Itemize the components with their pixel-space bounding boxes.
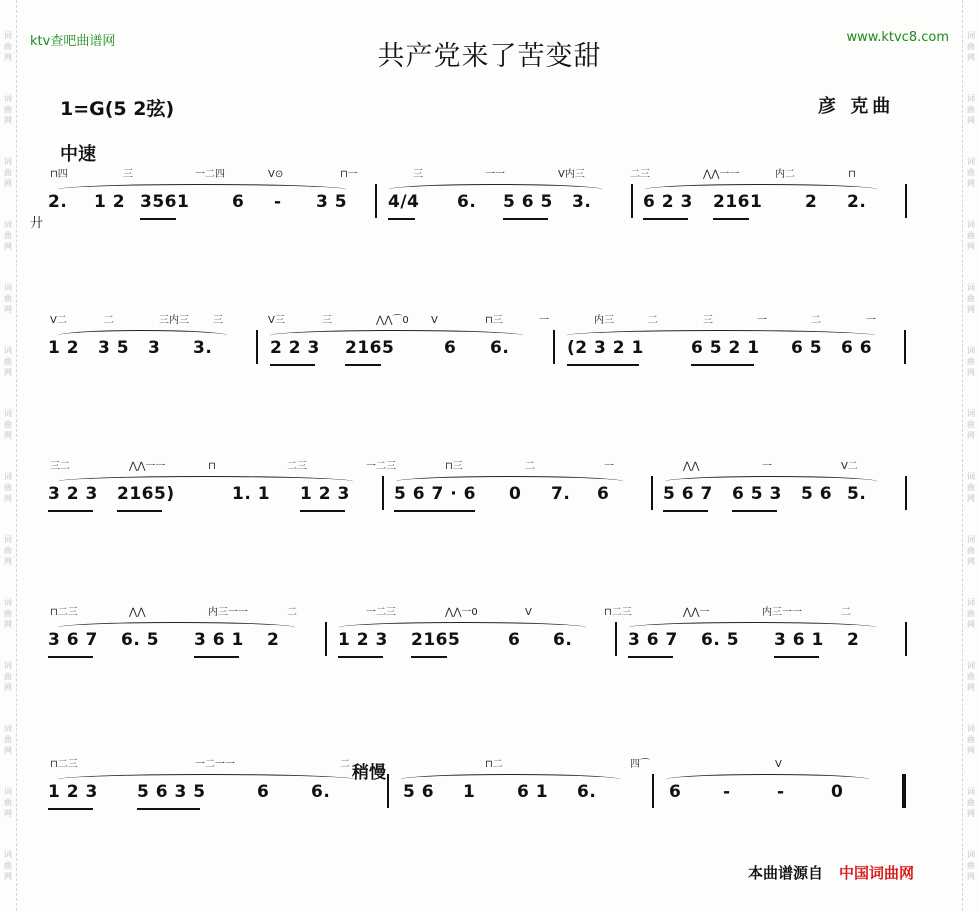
beam-underline [300,510,345,512]
watermark-glyph: 词 [4,94,12,103]
watermark-glyph: 曲 [4,546,12,555]
watermark-glyph: 网 [967,368,975,377]
note-group: 6 [508,630,521,650]
fingering-mark: ⋀⋀一 [683,607,710,618]
fingering-mark: 内二 [775,169,795,180]
watermark-glyph: 词 [967,535,975,544]
beam-underline [48,808,93,810]
fingering-mark: 一二四 [195,169,225,180]
watermark-glyph: 词 [967,157,975,166]
watermark-glyph: 词 [4,220,12,229]
watermark-glyph: 曲 [967,483,975,492]
fingering-mark: 二 [648,315,658,326]
note-group: 1 2 3 [338,630,388,650]
note-group: 5 6 7 [663,484,713,504]
beam-underline [643,218,688,220]
watermark-glyph: 网 [967,53,975,62]
footer-brand-link[interactable]: 中国词曲网 [839,864,915,882]
notation-line [44,782,934,808]
watermark-glyph: 曲 [967,357,975,366]
note-group: 2161 [713,192,763,212]
note-group: 3 6 1 [194,630,244,650]
note-group: 6 5 3 [732,484,782,504]
fingering-mark: 二 [340,759,350,770]
watermark-glyph: 词 [967,94,975,103]
watermark-glyph: 曲 [967,294,975,303]
note-group: 5. [847,484,867,504]
fingering-mark: 二三 [630,169,650,180]
watermark-glyph: 曲 [967,609,975,618]
fingering-mark: ⋀⋀一一 [703,169,740,180]
note-group: (2 3 2 1 [567,338,644,358]
fingering-mark: 内三 [594,315,614,326]
watermark-glyph: 曲 [4,798,12,807]
note-group: 6 [597,484,610,504]
fingering-mark: ⊓ [208,461,216,472]
beam-underline [628,656,673,658]
watermark-glyph: 曲 [967,105,975,114]
fingering-mark: V二 [841,461,858,472]
fingering-mark: ⋀⋀⌒0 [376,315,409,326]
note-group: 3 5 [316,192,348,212]
watermark-glyph: 词 [4,283,12,292]
note-group: 6 [444,338,457,358]
note-group: 2165 [411,630,461,650]
watermark-glyph: 网 [4,557,12,566]
fingering-mark: 三 [123,169,133,180]
fingering-mark: 内三一一 [208,607,248,618]
watermark-glyph: 网 [4,494,12,503]
fingering-mark: V [525,607,532,618]
watermark-glyph: 曲 [967,861,975,870]
fingering-mark: V⊙ [268,169,284,180]
fingering-mark: 二 [104,315,114,326]
watermark-glyph: 曲 [4,105,12,114]
watermark-glyph: 词 [967,787,975,796]
watermark-column-right [962,0,979,911]
note-group: 2. [48,192,68,212]
watermark-glyph: 网 [967,431,975,440]
watermark-glyph: 曲 [4,672,12,681]
beam-underline [48,510,93,512]
note-group: 6 5 [791,338,823,358]
score-system-3 [44,462,934,522]
note-group: 6. [457,192,477,212]
watermark-glyph: 网 [967,620,975,629]
beam-underline [774,656,819,658]
watermark-glyph: 网 [4,179,12,188]
fingering-mark: 一 [757,315,767,326]
fingering-mark: 三 [322,315,332,326]
note-group: 6 6 [841,338,873,358]
note-group: 3 [148,338,161,358]
key-signature: 1=G(5 2弦) [60,98,175,120]
fingering-mark: V [431,315,438,326]
note-group: 2 [267,630,280,650]
note-group: 3 2 3 [48,484,98,504]
fingering-mark: ⋀⋀一一 [129,461,166,472]
watermark-glyph: 词 [4,472,12,481]
beam-underline [345,364,381,366]
watermark-glyph: 网 [4,53,12,62]
note-group: 3. [193,338,213,358]
beam-underline [567,364,639,366]
beam-underline [732,510,777,512]
note-group: 2 [805,192,818,212]
score-system-1 [44,170,934,230]
watermark-glyph: 网 [4,116,12,125]
fingering-mark: 一二三 [366,607,396,618]
watermark-glyph: 网 [4,872,12,881]
note-group: 6. [577,782,597,802]
note-group: 5 6 3 5 [137,782,206,802]
fingering-mark: 三 [703,315,713,326]
watermark-glyph: 网 [4,431,12,440]
fingering-mark: V三 [268,315,285,326]
fingering-mark: V内三 [558,169,585,180]
notation-line [44,338,934,364]
note-group: 6. [553,630,573,650]
watermark-glyph: 词 [967,283,975,292]
watermark-glyph: 曲 [4,420,12,429]
watermark-glyph: 网 [4,746,12,755]
notation-line [44,484,934,510]
fingering-mark: 二 [841,607,851,618]
watermark-glyph: 词 [967,850,975,859]
fingering-mark: 三内三 [159,315,189,326]
fingering-mark: 一 [866,315,876,326]
note-group: 6 [232,192,245,212]
watermark-glyph: 曲 [4,231,12,240]
notation-line [44,630,934,656]
fingering-mark: ⋀⋀一0 [445,607,478,618]
note-group: 1 2 3 [300,484,350,504]
watermark-glyph: 曲 [4,483,12,492]
note-group: 1 2 3 [48,782,98,802]
footer-source [748,862,914,883]
fingering-mark: ⊓三 [485,315,503,326]
fingering-mark: ⊓四 [50,169,68,180]
fingering-mark: 一 [539,315,549,326]
beam-underline [691,364,754,366]
watermark-glyph: 网 [967,242,975,251]
note-group: 0 [509,484,522,504]
watermark-glyph: 词 [967,724,975,733]
watermark-glyph: 曲 [967,168,975,177]
watermark-glyph: 词 [967,598,975,607]
beam-underline [503,218,548,220]
watermark-glyph: 词 [4,850,12,859]
notation-line [44,192,934,218]
beam-underline [137,808,200,810]
beam-underline [270,364,315,366]
watermark-glyph: 曲 [967,231,975,240]
beam-underline [117,510,162,512]
watermark-glyph: 词 [4,346,12,355]
note-group: 5 6 [801,484,833,504]
note-group: 2 [847,630,860,650]
note-group: 6 5 2 1 [691,338,760,358]
fingering-mark: V二 [50,315,67,326]
footer-source-text: 本曲谱源自 [748,864,824,882]
note-group: 5 6 5 [503,192,553,212]
fingering-mark: 二 [525,461,535,472]
beam-underline [194,656,239,658]
note-group: 6 2 3 [643,192,693,212]
note-group: 6 [257,782,270,802]
watermark-glyph: 曲 [4,294,12,303]
site-name-left[interactable]: ktv查吧曲谱网 [30,34,116,49]
fingering-mark: ⊓一 [340,169,358,180]
note-group: 3 6 7 [48,630,98,650]
fingering-mark: 二三 [287,461,307,472]
note-group: 3. [572,192,592,212]
fingering-mark: ⋀⋀ [129,607,146,618]
fingering-mark: 三 [213,315,223,326]
fingering-mark: ⊓二三 [50,759,78,770]
watermark-glyph: 网 [4,242,12,251]
watermark-glyph: 词 [967,472,975,481]
note-group: 2 2 3 [270,338,320,358]
watermark-glyph: 网 [4,620,12,629]
fingering-mark: ⊓二 [485,759,503,770]
note-group: 6. [311,782,331,802]
watermark-glyph: 网 [4,809,12,818]
tempo-change-marking: 稍慢 [352,763,386,783]
score-system-5 [44,760,934,820]
note-group: 6 1 [517,782,549,802]
watermark-glyph: 曲 [967,546,975,555]
note-group: 3561 [140,192,190,212]
watermark-glyph: 网 [967,746,975,755]
watermark-glyph: 网 [4,368,12,377]
fingering-mark: 三 [413,169,423,180]
watermark-glyph: 网 [4,683,12,692]
watermark-glyph: 网 [967,179,975,188]
note-group: 5 6 [403,782,435,802]
fingering-mark: 四⌒ [630,759,650,770]
note-group: 1 [463,782,476,802]
fingering-mark: ⊓ [848,169,856,180]
tempo-marking: 中速 [60,144,96,165]
watermark-glyph: 词 [967,346,975,355]
fingering-mark: 一一 [485,169,505,180]
song-title: 共产党来了苦变甜 [377,41,602,72]
watermark-glyph: 词 [967,220,975,229]
note-group: 6. 5 [121,630,160,650]
fingering-mark: ⊓三 [445,461,463,472]
note-group: 6. [490,338,510,358]
watermark-glyph: 网 [967,305,975,314]
watermark-glyph: 曲 [967,420,975,429]
watermark-glyph: 曲 [4,735,12,744]
watermark-glyph: 词 [4,31,12,40]
watermark-column-left [0,0,17,911]
beam-underline [388,218,415,220]
watermark-glyph: 曲 [967,672,975,681]
fingering-mark: V [775,759,782,770]
watermark-glyph: 词 [967,409,975,418]
watermark-glyph: 曲 [4,42,12,51]
watermark-glyph: 网 [967,872,975,881]
beam-underline [394,510,475,512]
watermark-glyph: 词 [4,598,12,607]
note-group: 0 [831,782,844,802]
score-system-4 [44,608,934,668]
score-system-2 [44,316,934,376]
beam-underline [663,510,708,512]
beam-underline [713,218,749,220]
watermark-glyph: 网 [4,305,12,314]
watermark-glyph: 词 [4,157,12,166]
fingering-mark: ⊓二三 [50,607,78,618]
watermark-glyph: 网 [967,683,975,692]
watermark-glyph: 网 [967,557,975,566]
fingering-mark: 内三一一 [762,607,802,618]
fingering-mark: ⊓二三 [604,607,632,618]
note-group: 7. [551,484,571,504]
watermark-glyph: 词 [4,661,12,670]
watermark-glyph: 词 [4,535,12,544]
beam-underline [338,656,383,658]
note-group: 2. [847,192,867,212]
note-group: 1. 1 [232,484,271,504]
note-group: 1 2 [94,192,126,212]
fingering-mark: 二 [287,607,297,618]
note-group: 3 6 7 [628,630,678,650]
fingering-mark: 二 [811,315,821,326]
instrument-mark: 廾 [30,216,44,231]
watermark-glyph: 词 [4,409,12,418]
note-group: - [274,192,282,212]
watermark-glyph: 词 [4,787,12,796]
composer-credit: 彦 克曲 [818,96,895,117]
note-group: - [723,782,731,802]
note-group: 5 6 7 · 6 [394,484,476,504]
note-group: 6 [669,782,682,802]
beam-underline [48,656,93,658]
note-group: 2165 [345,338,395,358]
note-group: 3 6 1 [774,630,824,650]
fingering-mark: ⋀⋀ [683,461,700,472]
fingering-mark: 一 [604,461,614,472]
watermark-glyph: 词 [967,661,975,670]
note-group: 6. 5 [701,630,740,650]
note-group: - [777,782,785,802]
watermark-glyph: 曲 [967,42,975,51]
watermark-glyph: 曲 [967,798,975,807]
watermark-glyph: 曲 [4,609,12,618]
watermark-glyph: 曲 [4,861,12,870]
fingering-mark: 一二一一 [195,759,235,770]
fingering-mark: 一二三 [366,461,396,472]
fingering-mark: 三二 [50,461,70,472]
note-group: 2165) [117,484,175,504]
site-url-right[interactable]: www.ktvc8.com [846,30,949,45]
watermark-glyph: 曲 [4,357,12,366]
beam-underline [411,656,447,658]
watermark-glyph: 网 [967,809,975,818]
watermark-glyph: 词 [4,724,12,733]
watermark-glyph: 曲 [967,735,975,744]
note-group: 1 2 [48,338,80,358]
note-group: 3 5 [98,338,130,358]
watermark-glyph: 网 [967,494,975,503]
watermark-glyph: 词 [967,31,975,40]
watermark-glyph: 曲 [4,168,12,177]
watermark-glyph: 网 [967,116,975,125]
fingering-mark: 一 [762,461,772,472]
beam-underline [140,218,176,220]
note-group: 4/4 [388,192,420,212]
